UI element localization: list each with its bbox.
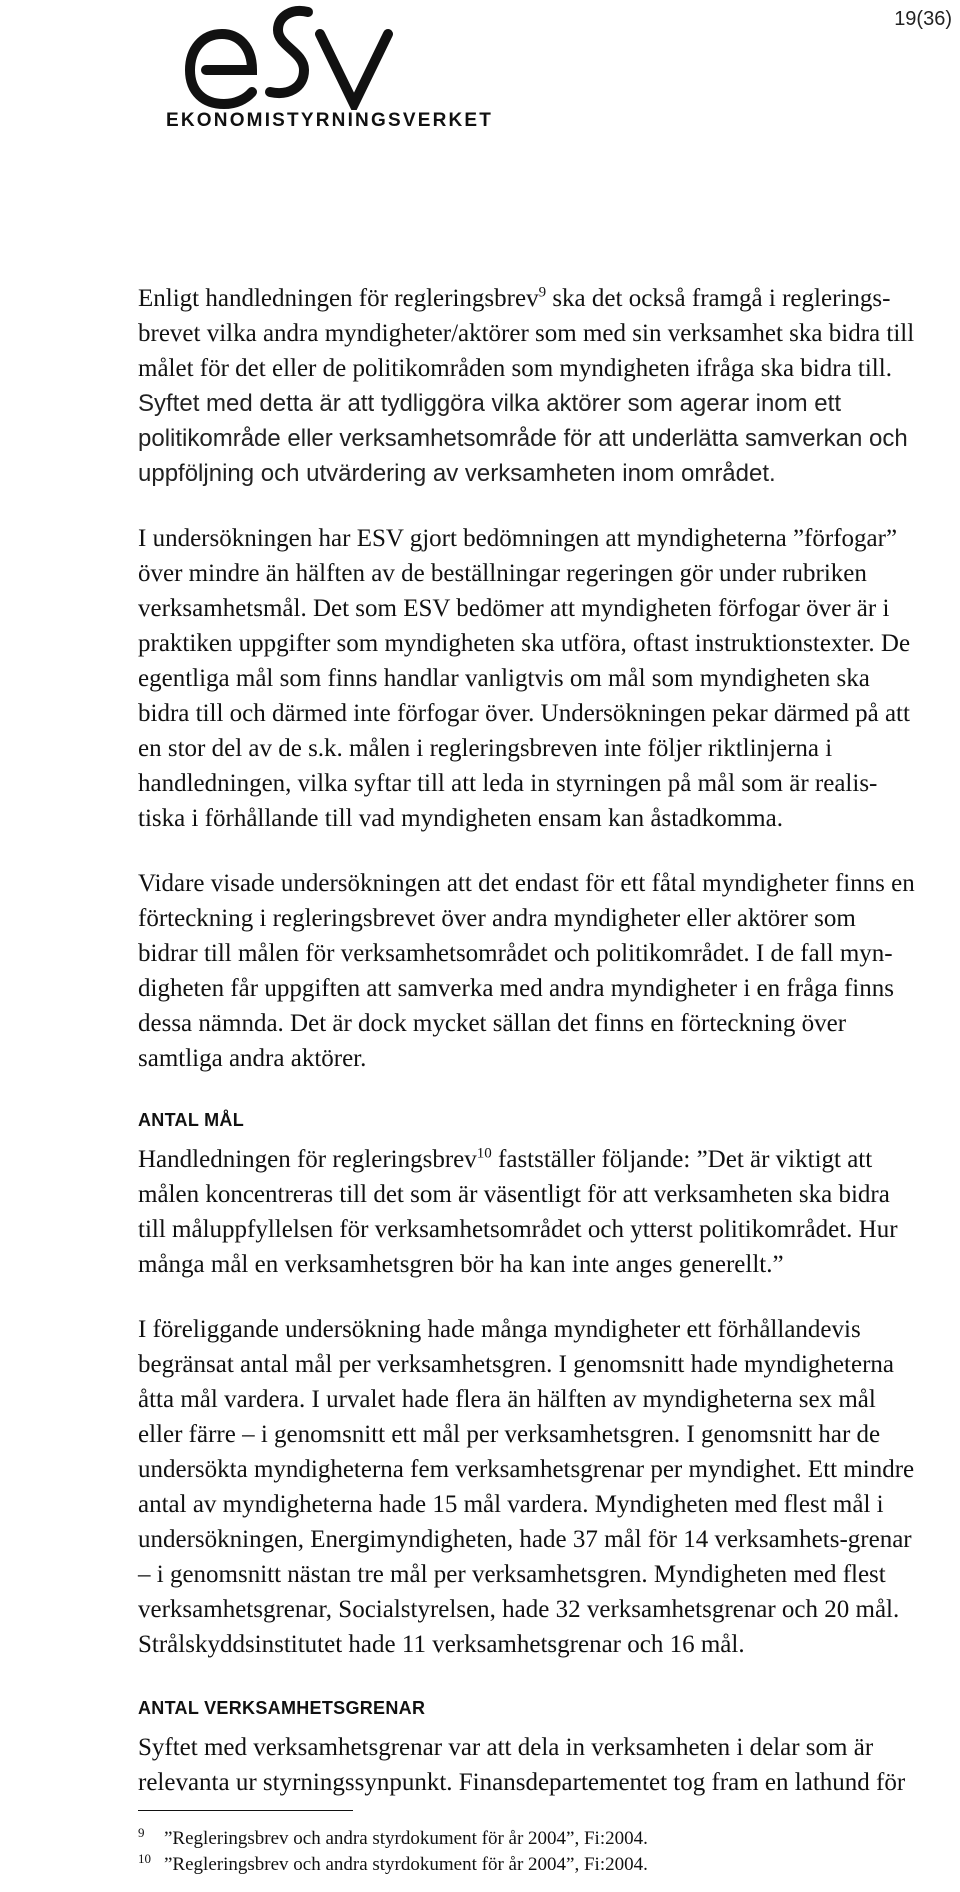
page-number: 19(36) xyxy=(894,8,952,30)
footnote-text: ”Regleringsbrev och andra styrdokument för år 2004”, Fi:2004. xyxy=(164,1828,648,1849)
antal-vg-paragraph-1: Syftet med verksamhetsgrenar var att dela in verksamheten i delar som är relevanta ur styrningssynpunkt. Finansdepartementet tog fram en lathund för xyxy=(138,1734,906,1796)
p1-text-c: Syftet med detta är att tydliggöra vilka aktörer som agerar inom ett politikområde eller verksamhetsområde för att underlätta samverkan och uppföljning och utvärdering av verksamheten inom området. xyxy=(138,390,908,487)
antal-mal-paragraph-2: I föreliggande undersökning hade många myndigheter ett förhållandevis begränsat antal mål per verksamhetsgren. I genomsnitt hade myndigheterna åtta mål vardera. I urvalet hade flera än hälften av myndigheterna sex mål eller färre – i genomsnitt ett mål per verksamhetsgren. I genomsnitt har de undersökta myndigheterna fem verksamhetsgrenar per myndighet. Ett mindre antal av myndigheterna hade 15 mål vardera. Myndigheten med flest mål i undersökningen, Energimyndigheten, hade 37 mål för 14 verksamhets-grenar – i genomsnitt nästan tre mål per verksamhetsgren. Myndigheten med flest verksamhetsgrenar, Socialstyrelsen, hade 32 verksamhetsgrenar och 20 mål. Strålskyddsinstitutet hade 11 verksamhetsgrenar och 16 mål. xyxy=(138,1316,915,1658)
footnote-ref-10: 10 xyxy=(476,1145,492,1162)
footnote-9: 9 ”Regleringsbrev och andra styrdokument för år 2004”, Fi:2004. xyxy=(138,1824,648,1849)
p1-text-a: Enligt handledningen för regleringsbrev xyxy=(138,285,539,312)
section-antal-verksamhetsgrenar xyxy=(138,1730,918,1800)
footnotes xyxy=(138,1826,918,1878)
antal-mal-p1-a: Handledningen för regleringsbrev xyxy=(138,1146,477,1173)
p1-text-b: ska det också framgå i reglerings-brevet vilka andra myndigheter/aktörer som med sin verksamhet ska bidra till målet för det eller de politikområden som myndigheten ifråga ska bidra till. xyxy=(138,285,915,382)
logo-wordmark: EKONOMISTYRNINGSVERKET xyxy=(166,110,494,131)
antal-mal-p1-b: fastställer följande: ”Det är viktigt att målen koncentreras till det som är väsentligt för att verksamheten ska bidra till måluppfyllelsen för verksamhetsområdet och ytterst politikområdet. Hur många mål en verksamhetsgren bör ha kan inte anges generellt.” xyxy=(138,1146,898,1278)
esv-logo-mark xyxy=(166,0,476,110)
main-content xyxy=(138,281,918,1076)
footnote-ref-9: 9 xyxy=(538,284,547,301)
heading-antal-verksamhetsgrenar: ANTAL VERKSAMHETSGRENAR xyxy=(138,1698,426,1718)
paragraph-3: Vidare visade undersökningen att det endast för ett fåtal myndigheter finns en förteckning i regleringsbrevet över andra myndigheter eller aktörer som bidrar till målen för verksamhetsområdet och politikområdet. I de fall myn-digheten får uppgiften att samverka med andra myndigheter i en fråga finns dessa nämnda. Det är dock mycket sällan det finns en förteckning över samtliga andra aktörer. xyxy=(138,870,915,1072)
antal-mal-paragraph-1 xyxy=(138,1142,918,1282)
footnote-10: 10 ”Regleringsbrev och andra styrdokument för år 2004”, Fi:2004. xyxy=(138,1850,648,1875)
esv-logo xyxy=(166,0,494,140)
heading-antal-mal: ANTAL MÅL xyxy=(138,1110,245,1130)
footnote-divider xyxy=(138,1810,353,1811)
paragraph-2: I undersökningen har ESV gjort bedömningen att myndigheterna ”förfogar” över mindre än hälften av de beställningar regeringen gör under rubriken verksamhetsmål. Det som ESV bedömer att myndigheten förfogar över är i praktiken uppgifter som myndigheten ska utföra, oftast instruktionstexter. De egentliga mål som finns handlar vanligtvis om mål som myndigheten ska bidra till och därmed inte förfogar över. Undersökningen pekar därmed på att en stor del av de s.k. målen i regleringsbreven inte följer riktlinjerna i handledningen, vilka syftar till att leda in styrningen på mål som är realis-tiska i förhållande till vad myndigheten ensam kan åstadkomma. xyxy=(138,525,911,832)
footnote-text: ”Regleringsbrev och andra styrdokument för år 2004”, Fi:2004. xyxy=(164,1854,648,1875)
paragraph-1 xyxy=(138,281,918,491)
section-antal-mal xyxy=(138,1142,918,1662)
